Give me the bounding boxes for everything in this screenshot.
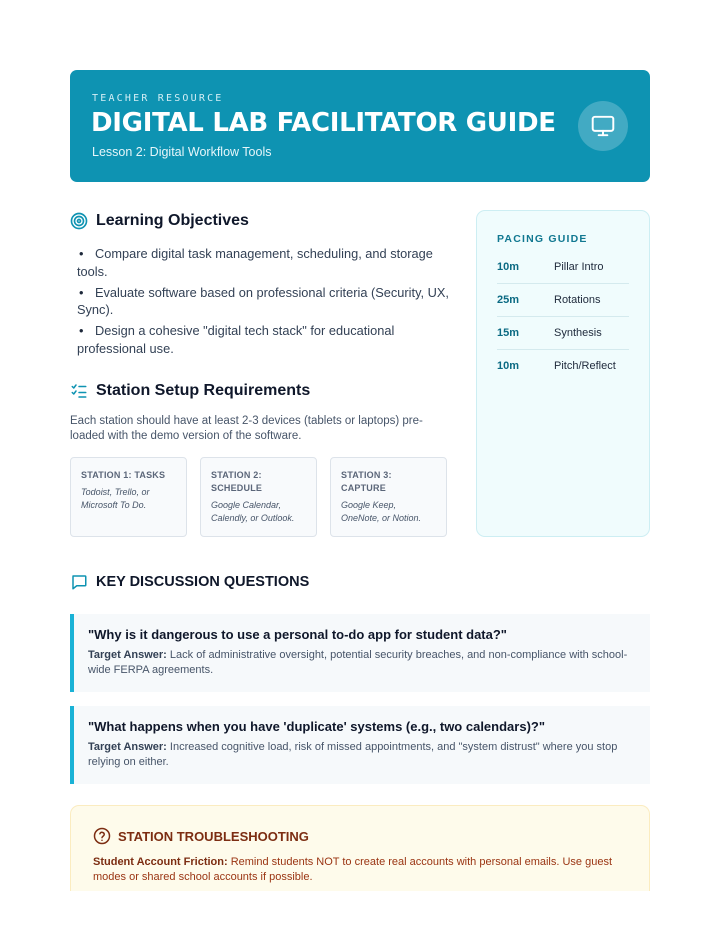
objectives-title: Learning Objectives xyxy=(96,212,249,229)
answer-label: Target Answer: xyxy=(88,741,167,753)
discussion-title: KEY DISCUSSION QUESTIONS xyxy=(96,574,310,590)
troubleshooting-label: Student Account Friction: xyxy=(93,856,228,868)
pacing-time: 15m xyxy=(497,327,520,339)
question-card-2 xyxy=(70,706,650,784)
pacing-time: 10m xyxy=(497,359,520,372)
station-card-3 xyxy=(330,457,447,537)
page-title: DIGITAL LAB FACILITATOR GUIDE xyxy=(91,108,556,138)
troubleshooting-panel xyxy=(70,805,650,891)
setup-description: Each station should have at least 2-3 devices (tablets or laptops) pre-loaded with the demo version of the software. xyxy=(70,415,423,442)
pacing-activity: Synthesis xyxy=(554,327,602,339)
question-card-1 xyxy=(70,614,650,692)
question-text: "Why is it dangerous to use a personal to-do app for student data?" xyxy=(88,627,507,642)
objectives-heading xyxy=(70,212,249,230)
pacing-row xyxy=(497,317,629,350)
station-tools: Todoist, Trello, or Microsoft To Do. xyxy=(81,487,150,510)
answer-text xyxy=(88,740,636,769)
answer-body: Increased cognitive load, risk of missed appointments, and "system distrust" where you stop relying on either. xyxy=(88,741,618,768)
help-circle-icon xyxy=(93,827,111,845)
pacing-row xyxy=(497,284,629,317)
answer-body: Lack of administrative oversight, potential security breaches, and non-compliance with school-wide FERPA agreements. xyxy=(88,649,628,676)
pacing-title: PACING GUIDE xyxy=(497,233,588,245)
answer-text xyxy=(88,648,636,677)
pacing-time: 10m xyxy=(497,261,520,273)
pacing-guide-panel xyxy=(476,210,650,537)
answer-label: Target Answer: xyxy=(88,649,167,661)
station-label: STATION 2: SCHEDULE xyxy=(211,470,263,493)
station-card-2 xyxy=(200,457,317,537)
station-tools: Google Keep, OneNote, or Notion. xyxy=(341,500,422,523)
list-item: • Evaluate software based on professional criteria (Security, UX, Sync). xyxy=(77,284,449,319)
pacing-time: 25m xyxy=(497,294,520,306)
page-subtitle: Lesson 2: Digital Workflow Tools xyxy=(92,145,272,159)
objectives-list xyxy=(77,245,449,361)
pacing-activity: Rotations xyxy=(554,294,601,306)
troubleshooting-text xyxy=(93,855,633,884)
station-label: STATION 1: TASKS xyxy=(81,470,166,480)
setup-heading xyxy=(70,382,310,400)
header-banner xyxy=(70,70,650,182)
station-tools: Google Calendar, Calendly, or Outlook. xyxy=(211,500,295,523)
discussion-heading xyxy=(70,573,309,591)
monitor-icon xyxy=(578,101,628,151)
pacing-activity: Pitch/Reflect xyxy=(554,359,616,372)
chat-bubble-icon xyxy=(70,573,88,591)
troubleshooting-body: Remind students NOT to create real accounts with personal emails. Use guest modes or shared school accounts if possible. xyxy=(93,856,613,883)
pacing-row xyxy=(497,349,629,382)
list-item: • Design a cohesive "digital tech stack" for educational professional use. xyxy=(77,322,449,357)
pacing-row xyxy=(497,251,629,284)
setup-title: Station Setup Requirements xyxy=(96,382,311,399)
target-icon xyxy=(70,212,88,230)
station-card-1 xyxy=(70,457,187,537)
station-label: STATION 3: CAPTURE xyxy=(341,470,392,493)
troubleshooting-heading xyxy=(93,827,309,845)
list-item: • Compare digital task management, scheduling, and storage tools. xyxy=(77,245,449,280)
header-eyebrow: TEACHER RESOURCE xyxy=(92,93,224,104)
question-text: "What happens when you have 'duplicate' systems (e.g., two calendars)?" xyxy=(88,719,545,734)
troubleshooting-title: STATION TROUBLESHOOTING xyxy=(118,828,309,844)
pacing-activity: Pillar Intro xyxy=(554,261,604,273)
checklist-icon xyxy=(70,382,88,400)
